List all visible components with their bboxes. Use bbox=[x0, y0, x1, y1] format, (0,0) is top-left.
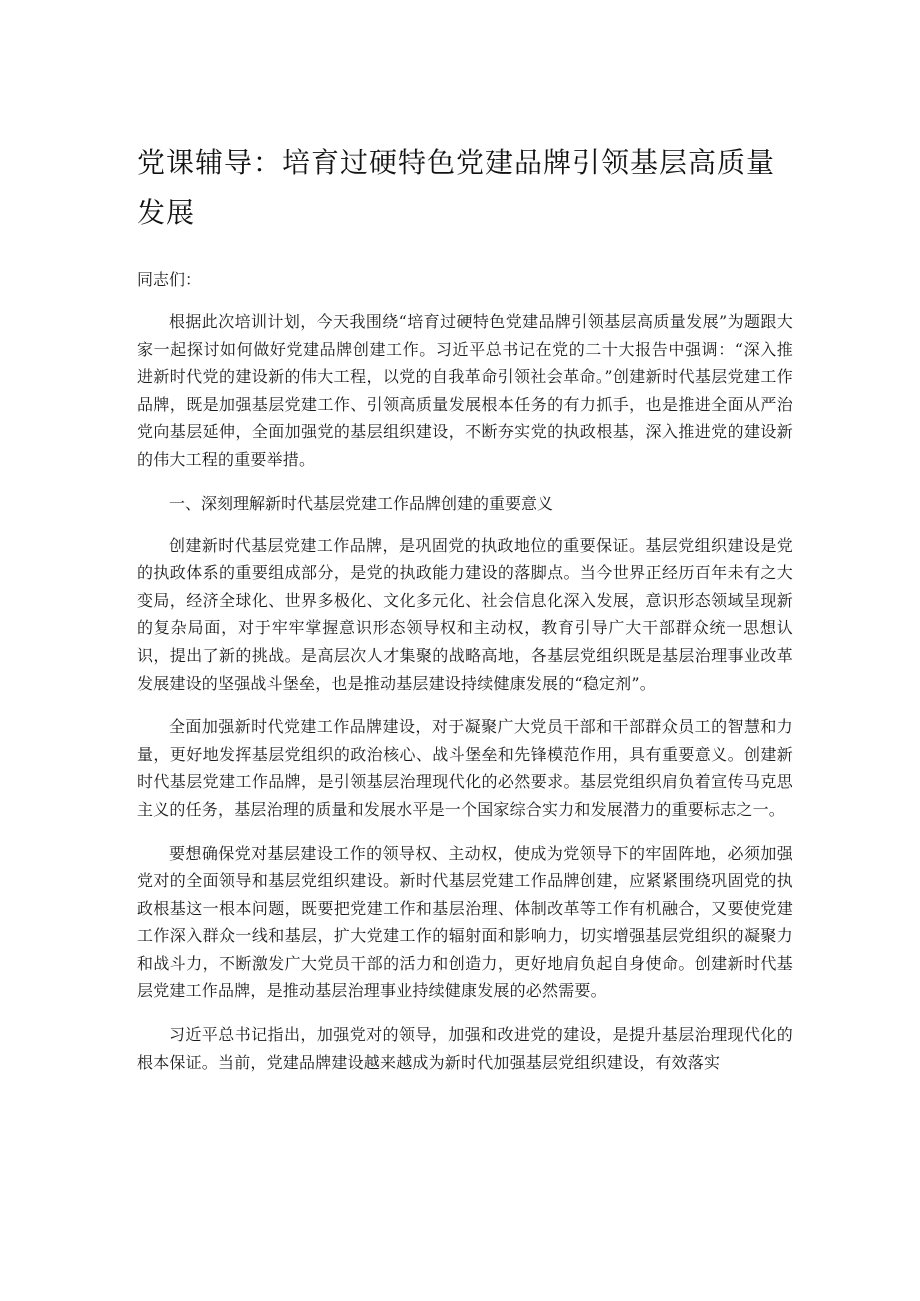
body-paragraph: 习近平总书记指出，加强党对的领导，加强和改进党的建设，是提升基层治理现代化的根本保证。当前，党建品牌建设越来越成为新时代加强基层党组织建设，有效落实 bbox=[137, 1025, 793, 1072]
body-paragraph: 要想确保党对基层建设工作的领导权、主动权，使成为党领导下的牢固阵地，必须加强党对的全面领导和基层党组织建设。新时代基层党建工作品牌创建，应紧紧围绕巩固党的执政根基这一根本问题，既要把党建工作和基层治理、体制改革等工作有机融合，又要使党建工作深入群众一线和基层，扩大党建工作的辐射面和影响力，切实增强基层党组织的凝聚力和战斗力，不断激发广大党员干部的活力和创造力，更好地肩负起自身使命。创建新时代基层党建工作品牌，是推动基层治理事业持续健康发展的必然需要。 bbox=[137, 843, 793, 1001]
document-title: 党课辅导：培育过硬特色党建品牌引领基层高质量发展 bbox=[137, 146, 776, 229]
intro-paragraph: 根据此次培训计划，今天我围绕“培育过硬特色党建品牌引领基层高质量发展”为题跟大家一起探讨如何做好党建品牌创建工作。习近平总书记在党的二十大报告中强调：“深入推进新时代党的建设新的伟大工程，以党的自我革命引领社会革命。”创建新时代基层党建工作品牌，既是加强基层党建工作、引领高质量发展根本任务的有力抓手，也是推进全面从严治党向基层延伸，全面加强党的基层组织建设，不断夯实党的执政根基，深入推进党的建设新的伟大工程的重要举措。 bbox=[137, 312, 793, 469]
body-paragraph: 全面加强新时代党建工作品牌建设，对于凝聚广大党员干部和干部群众员工的智慧和力量，更好地发挥基层党组织的政治核心、战斗堡垒和先锋模范作用，具有重要意义。创建新时代基层党建工作品牌，是引领基层治理现代化的必然要求。基层党组织肩负着宣传马克思主义的任务，基层治理的质量和发展水平是一个国家综合实力和发展潜力的重要标志之一。 bbox=[137, 717, 793, 819]
document-page bbox=[137, 138, 793, 1092]
body-paragraph: 创建新时代基层党建工作品牌，是巩固党的执政地位的重要保证。基层党组织建设是党的执政体系的重要组成部分，是党的执政能力建设的落脚点。当今世界正经历百年未有之大变局，经济全球化、世界多极化、文化多元化、社会信息化深入发展，意识形态领域呈现新的复杂局面，对于牢牢掌握意识形态领导权和主动权，教育引导广大干部群众统一思想认识，提出了新的挑战。是高层次人才集聚的战略高地，各基层党组织既是基层治理事业改革发展建设的坚强战斗堡垒，也是推动基层建设持续健康发展的“稳定剂”。 bbox=[137, 535, 793, 693]
salutation: 同志们： bbox=[137, 270, 202, 289]
section-heading-1: 一、深刻理解新时代基层党建工作品牌创建的重要意义 bbox=[169, 493, 554, 513]
